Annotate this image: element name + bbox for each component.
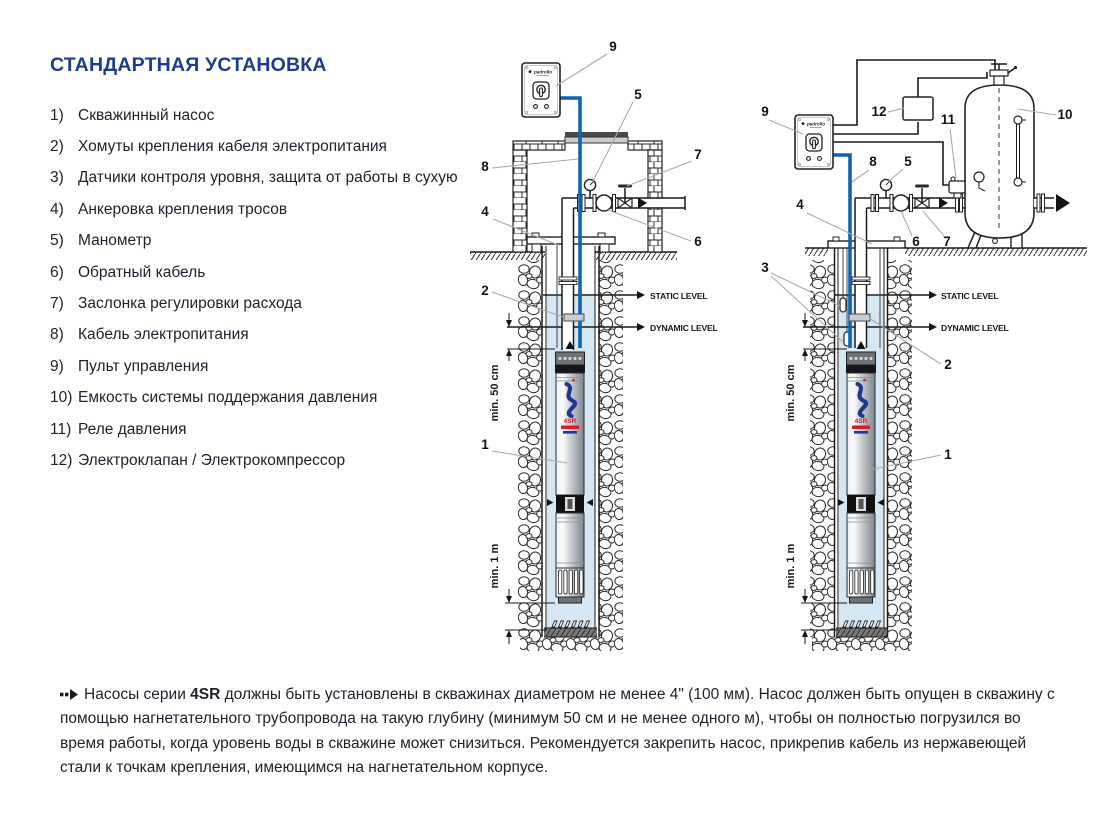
callout-7-label: 7 <box>943 234 951 249</box>
legend-item-text: Хомуты крепления кабеля электропитания <box>78 138 387 156</box>
legend-list <box>50 100 470 477</box>
dynamic-level-label: DYNAMIC LEVEL <box>941 323 1009 333</box>
callout-10-label: 10 <box>1057 107 1073 122</box>
legend-item-text: Манометр <box>78 232 152 250</box>
pressure-tank <box>965 64 1073 248</box>
legend-item <box>50 100 470 131</box>
dynamic-level-label: DYNAMIC LEVEL <box>650 323 718 333</box>
legend-item-number: 8) <box>50 326 64 344</box>
legend-item <box>50 320 470 351</box>
cable-clamp <box>849 314 870 321</box>
callout-12-label: 12 <box>871 104 887 119</box>
legend-item <box>50 351 470 382</box>
legend-item-number: 11) <box>50 420 72 438</box>
callout-7-label: 7 <box>694 147 702 162</box>
legend-item-number: 4) <box>50 200 64 218</box>
footer-text-lead: Насосы серии <box>84 686 191 703</box>
callout-6-label: 6 <box>694 234 702 249</box>
min-50cm-label: min. 50 cm <box>785 364 797 422</box>
callout-3-label: 3 <box>761 260 769 275</box>
cable-clamp <box>564 314 584 321</box>
legend-item-number: 9) <box>50 357 64 375</box>
callout-1-label: 1 <box>944 447 952 462</box>
legend-item-text: Скважинный насос <box>78 106 215 124</box>
legend-item <box>50 194 470 225</box>
footer-series-name: 4SR <box>190 686 221 703</box>
legend-item <box>50 445 470 476</box>
check-valve-icon <box>596 195 612 211</box>
static-level-label: STATIC LEVEL <box>650 291 708 301</box>
callout-8-label: 8 <box>869 154 877 169</box>
page-title: СТАНДАРТНАЯ УСТАНОВКА <box>50 54 327 76</box>
callout-9-label: 9 <box>609 39 617 54</box>
legend-item-number: 2) <box>50 138 64 156</box>
callout-11-label: 11 <box>940 112 956 127</box>
legend-item-number: 7) <box>50 295 64 313</box>
legend-item-text: Анкеровка крепления тросов <box>78 200 288 218</box>
footer-text-body: должны быть установлены в скважинах диаметром не менее 4" (100 мм). Насос должен быть опущен в скважину с помощью нагнетательного трубопровода на такую глубину (минимум 50 см и не менее одного м), чтобы он полностью погрузился во время работы, когда уровень воды в скважине может снизиться. Рекомендуется закрепить насос, прикрепив кабель из нержавеющей стали к точкам крепления, имеющимся на нагнетательном корпусе. <box>60 686 1055 777</box>
callout-6-label: 6 <box>912 234 920 249</box>
min-1m-label: min. 1 m <box>785 543 797 589</box>
legend-item-text: Кабель электропитания <box>78 326 249 344</box>
legend-item-text: Датчики контроля уровня, защита от работы в сухую <box>78 169 458 187</box>
legend-item-text: Реле давления <box>78 420 187 438</box>
legend-item-text: Емкость системы поддержания давления <box>78 389 378 407</box>
callout-2-label: 2 <box>481 283 489 298</box>
callout-8-label: 8 <box>481 159 489 174</box>
legend-item-number: 6) <box>50 263 64 281</box>
legend-item-number: 5) <box>50 232 64 250</box>
callout-2-label: 2 <box>944 357 952 372</box>
legend-item-text: Электроклапан / Электрокомпрессор <box>78 451 346 469</box>
callout-5-label: 5 <box>634 87 642 102</box>
legend-item-text: Пульт управления <box>78 357 209 375</box>
legend-item-number: 3) <box>50 169 64 187</box>
legend-item-text: Заслонка регулировки расхода <box>78 295 302 313</box>
legend-item <box>50 383 470 414</box>
legend-item <box>50 163 470 194</box>
callout-9-label: 9 <box>761 104 769 119</box>
legend-item-text: Обратный кабель <box>78 263 206 281</box>
callout-1-label: 1 <box>481 437 489 452</box>
callout-4-label: 4 <box>796 197 804 212</box>
static-level-label: STATIC LEVEL <box>941 291 999 301</box>
air-valve-icon <box>990 64 1017 76</box>
legend-item <box>50 131 470 162</box>
legend-item-number: 12) <box>50 451 73 469</box>
min-1m-label: min. 1 m <box>489 543 501 589</box>
min-50cm-label: min. 50 cm <box>489 364 501 422</box>
installation-diagram-with-tank <box>755 30 1098 675</box>
footer-note <box>60 683 1055 781</box>
callout-5-label: 5 <box>904 154 912 169</box>
legend-item-number: 10) <box>50 389 73 407</box>
legend-item <box>50 257 470 288</box>
dashed-right-arrow-icon <box>60 689 78 700</box>
electrovalve-box <box>903 97 933 120</box>
outlet-arrow-icon <box>1056 194 1070 212</box>
legend-item <box>50 226 470 257</box>
legend-item <box>50 288 470 319</box>
chamber-lid <box>565 132 628 137</box>
callout-4-label: 4 <box>481 204 489 219</box>
installation-diagram-borehole <box>470 30 732 675</box>
legend-item-number: 1) <box>50 106 64 124</box>
legend-item <box>50 414 470 445</box>
check-valve-icon <box>893 195 909 211</box>
